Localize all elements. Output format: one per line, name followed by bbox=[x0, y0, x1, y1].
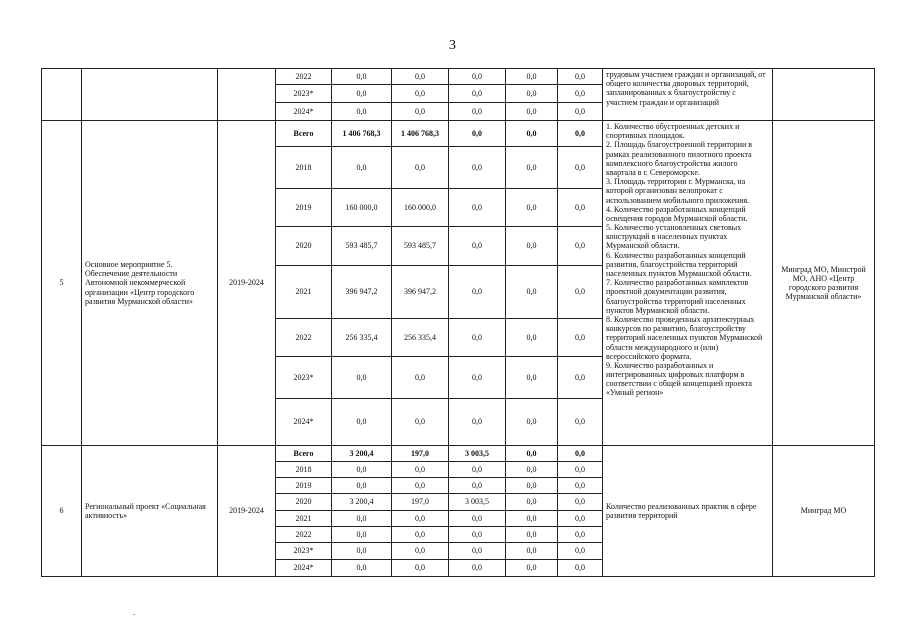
value-cell: 0,0 bbox=[332, 478, 392, 494]
value-cell: 0,0 bbox=[506, 69, 558, 85]
value-cell: 0,0 bbox=[558, 147, 603, 189]
value-cell: 3 003,5 bbox=[449, 494, 506, 511]
table-row bbox=[42, 121, 875, 147]
value-cell: 0,0 bbox=[506, 494, 558, 511]
value-cell: 0,0 bbox=[506, 121, 558, 147]
value-cell: 0,0 bbox=[392, 399, 449, 446]
value-cell: 0,0 bbox=[506, 511, 558, 527]
value-cell: 0,0 bbox=[392, 85, 449, 103]
value-cell: 0,0 bbox=[506, 560, 558, 577]
value-cell: 160 000,0 bbox=[392, 189, 449, 227]
value-cell: 0,0 bbox=[332, 357, 392, 399]
value-cell: 0,0 bbox=[332, 399, 392, 446]
value-cell: 0,0 bbox=[558, 121, 603, 147]
value-cell: 0,0 bbox=[449, 319, 506, 357]
value-cell: 396 947,2 bbox=[332, 266, 392, 319]
value-cell: 0,0 bbox=[506, 399, 558, 446]
year-cell: Всего bbox=[276, 121, 332, 147]
value-cell: 593 485,7 bbox=[332, 227, 392, 266]
value-cell: 0,0 bbox=[392, 543, 449, 560]
year-cell: 2024* bbox=[276, 399, 332, 446]
executor-cell: Минград МО bbox=[773, 446, 875, 577]
value-cell: 0,0 bbox=[332, 527, 392, 543]
value-cell: 0,0 bbox=[506, 189, 558, 227]
value-cell: 0,0 bbox=[558, 462, 603, 478]
value-cell: 0,0 bbox=[449, 478, 506, 494]
indicators-cell: трудовым участием граждан и организаций, от общего количества дворовых территорий, запланированных к благоустройству с участием граждан и организаций bbox=[603, 69, 773, 121]
year-cell: 2019 bbox=[276, 478, 332, 494]
value-cell: 593 485,7 bbox=[392, 227, 449, 266]
value-cell: 0,0 bbox=[558, 227, 603, 266]
value-cell: 0,0 bbox=[558, 266, 603, 319]
value-cell: 0,0 bbox=[449, 462, 506, 478]
value-cell: 0,0 bbox=[558, 527, 603, 543]
value-cell: 0,0 bbox=[506, 103, 558, 121]
measure-name-cell: Основное мероприятие 5. Обеспечение деятельности Автономной некоммерческой организации «Центр городского развития Мурманской области» bbox=[82, 121, 218, 446]
value-cell: 0,0 bbox=[558, 560, 603, 577]
value-cell: 0,0 bbox=[558, 319, 603, 357]
period-cell: 2019-2024 bbox=[218, 121, 276, 446]
value-cell: 0,0 bbox=[558, 399, 603, 446]
value-cell: 0,0 bbox=[506, 543, 558, 560]
row-number-cell: 5 bbox=[42, 121, 82, 446]
value-cell: 3 200,4 bbox=[332, 446, 392, 462]
measure-name-cell bbox=[82, 69, 218, 121]
year-cell: 2024* bbox=[276, 560, 332, 577]
value-cell: 0,0 bbox=[558, 446, 603, 462]
value-cell: 0,0 bbox=[449, 227, 506, 266]
value-cell: 0,0 bbox=[558, 103, 603, 121]
value-cell: 3 003,5 bbox=[449, 446, 506, 462]
value-cell: 3 200,4 bbox=[332, 494, 392, 511]
value-cell: 0,0 bbox=[449, 543, 506, 560]
value-cell: 0,0 bbox=[449, 103, 506, 121]
year-cell: 2020 bbox=[276, 494, 332, 511]
value-cell: 0,0 bbox=[558, 511, 603, 527]
value-cell: 0,0 bbox=[558, 69, 603, 85]
value-cell: 396 947,2 bbox=[392, 266, 449, 319]
value-cell: 0,0 bbox=[332, 462, 392, 478]
value-cell: 0,0 bbox=[449, 189, 506, 227]
value-cell: 0,0 bbox=[506, 446, 558, 462]
row-number-cell: 6 bbox=[42, 446, 82, 577]
value-cell: 0,0 bbox=[392, 462, 449, 478]
value-cell: 160 000,0 bbox=[332, 189, 392, 227]
year-cell: 2022 bbox=[276, 527, 332, 543]
value-cell: 0,0 bbox=[392, 527, 449, 543]
value-cell: 0,0 bbox=[506, 227, 558, 266]
value-cell: 0,0 bbox=[506, 147, 558, 189]
year-cell: 2023* bbox=[276, 85, 332, 103]
year-cell: 2021 bbox=[276, 511, 332, 527]
value-cell: 0,0 bbox=[332, 543, 392, 560]
value-cell: 0,0 bbox=[506, 527, 558, 543]
value-cell: 0,0 bbox=[392, 69, 449, 85]
value-cell: 0,0 bbox=[392, 357, 449, 399]
value-cell: 0,0 bbox=[506, 357, 558, 399]
year-cell: 2023* bbox=[276, 543, 332, 560]
value-cell: 1 406 768,3 bbox=[332, 121, 392, 147]
stray-mark: . bbox=[133, 608, 135, 617]
year-cell: 2022 bbox=[276, 319, 332, 357]
period-cell: 2019-2024 bbox=[218, 446, 276, 577]
page-number: 3 bbox=[449, 38, 456, 53]
value-cell: 0,0 bbox=[332, 85, 392, 103]
value-cell: 0,0 bbox=[449, 399, 506, 446]
value-cell: 256 335,4 bbox=[392, 319, 449, 357]
value-cell: 0,0 bbox=[449, 147, 506, 189]
value-cell: 0,0 bbox=[558, 189, 603, 227]
value-cell: 0,0 bbox=[392, 147, 449, 189]
value-cell: 0,0 bbox=[558, 357, 603, 399]
year-cell: 2022 bbox=[276, 69, 332, 85]
value-cell: 0,0 bbox=[332, 69, 392, 85]
value-cell: 0,0 bbox=[449, 69, 506, 85]
value-cell: 0,0 bbox=[449, 85, 506, 103]
value-cell: 0,0 bbox=[449, 511, 506, 527]
year-cell: 2021 bbox=[276, 266, 332, 319]
value-cell: 0,0 bbox=[392, 103, 449, 121]
executor-cell: Минград МО, Минстрой МО, АНО «Центр городского развития Мурманской области» bbox=[773, 121, 875, 446]
value-cell: 0,0 bbox=[449, 527, 506, 543]
value-cell: 0,0 bbox=[332, 560, 392, 577]
value-cell: 0,0 bbox=[392, 560, 449, 577]
value-cell: 0,0 bbox=[506, 478, 558, 494]
value-cell: 0,0 bbox=[449, 560, 506, 577]
year-cell: 2020 bbox=[276, 227, 332, 266]
table-row bbox=[42, 446, 875, 462]
value-cell: 0,0 bbox=[558, 85, 603, 103]
budget-table bbox=[41, 68, 875, 577]
indicators-cell: 1. Количество обустроенных детских и спортивных площадок. 2. Площадь благоустроенной территории в рамках реализованного пилотного проекта комплексного благоустройства жилого квартала в г. Североморске. 3. Площадь территории г. Мурманска, на которой организован велопрокат с использованием мобильного приложения. 4. Количество разработанных концепций освещения городов Мурманской области. 5. Количество установленных световых конструкций в населенных пунктах Мурманской области. 6. Количество разработанных концепций развития, благоустройства территорий населенных пунктов Мурманской области. 7. Количество разработанных комплектов проектной документации развития, благоустройства территорий населенных пунктов Мурманской области. 8. Количество проведенных архитектурных конкурсов по развитию, благоустройству территорий населенных пунктов Мурманской области международного и (или) всероссийского формата. 9. Количество разработанных и интегрированных цифровых платформ в соответствии с общей концепцией проекта «Умный регион» bbox=[603, 121, 773, 446]
row-number-cell bbox=[42, 69, 82, 121]
year-cell: 2019 bbox=[276, 189, 332, 227]
table-row bbox=[42, 69, 875, 85]
value-cell: 1 406 768,3 bbox=[392, 121, 449, 147]
value-cell: 0,0 bbox=[558, 543, 603, 560]
value-cell: 0,0 bbox=[332, 103, 392, 121]
value-cell: 0,0 bbox=[449, 357, 506, 399]
value-cell: 0,0 bbox=[392, 478, 449, 494]
value-cell: 256 335,4 bbox=[332, 319, 392, 357]
year-cell: 2018 bbox=[276, 147, 332, 189]
period-cell bbox=[218, 69, 276, 121]
executor-cell bbox=[773, 69, 875, 121]
year-cell: 2024* bbox=[276, 103, 332, 121]
value-cell: 0,0 bbox=[506, 319, 558, 357]
value-cell: 0,0 bbox=[449, 121, 506, 147]
value-cell: 0,0 bbox=[558, 494, 603, 511]
value-cell: 0,0 bbox=[506, 85, 558, 103]
indicators-cell: Количество реализованных практик в сфере развития территорий bbox=[603, 446, 773, 577]
value-cell: 0,0 bbox=[392, 511, 449, 527]
year-cell: 2018 bbox=[276, 462, 332, 478]
year-cell: Всего bbox=[276, 446, 332, 462]
value-cell: 0,0 bbox=[506, 462, 558, 478]
value-cell: 197,0 bbox=[392, 494, 449, 511]
year-cell: 2023* bbox=[276, 357, 332, 399]
value-cell: 0,0 bbox=[558, 478, 603, 494]
value-cell: 0,0 bbox=[506, 266, 558, 319]
value-cell: 0,0 bbox=[332, 147, 392, 189]
value-cell: 197,0 bbox=[392, 446, 449, 462]
value-cell: 0,0 bbox=[332, 511, 392, 527]
measure-name-cell: Региональный проект «Социальная активность» bbox=[82, 446, 218, 577]
value-cell: 0,0 bbox=[449, 266, 506, 319]
